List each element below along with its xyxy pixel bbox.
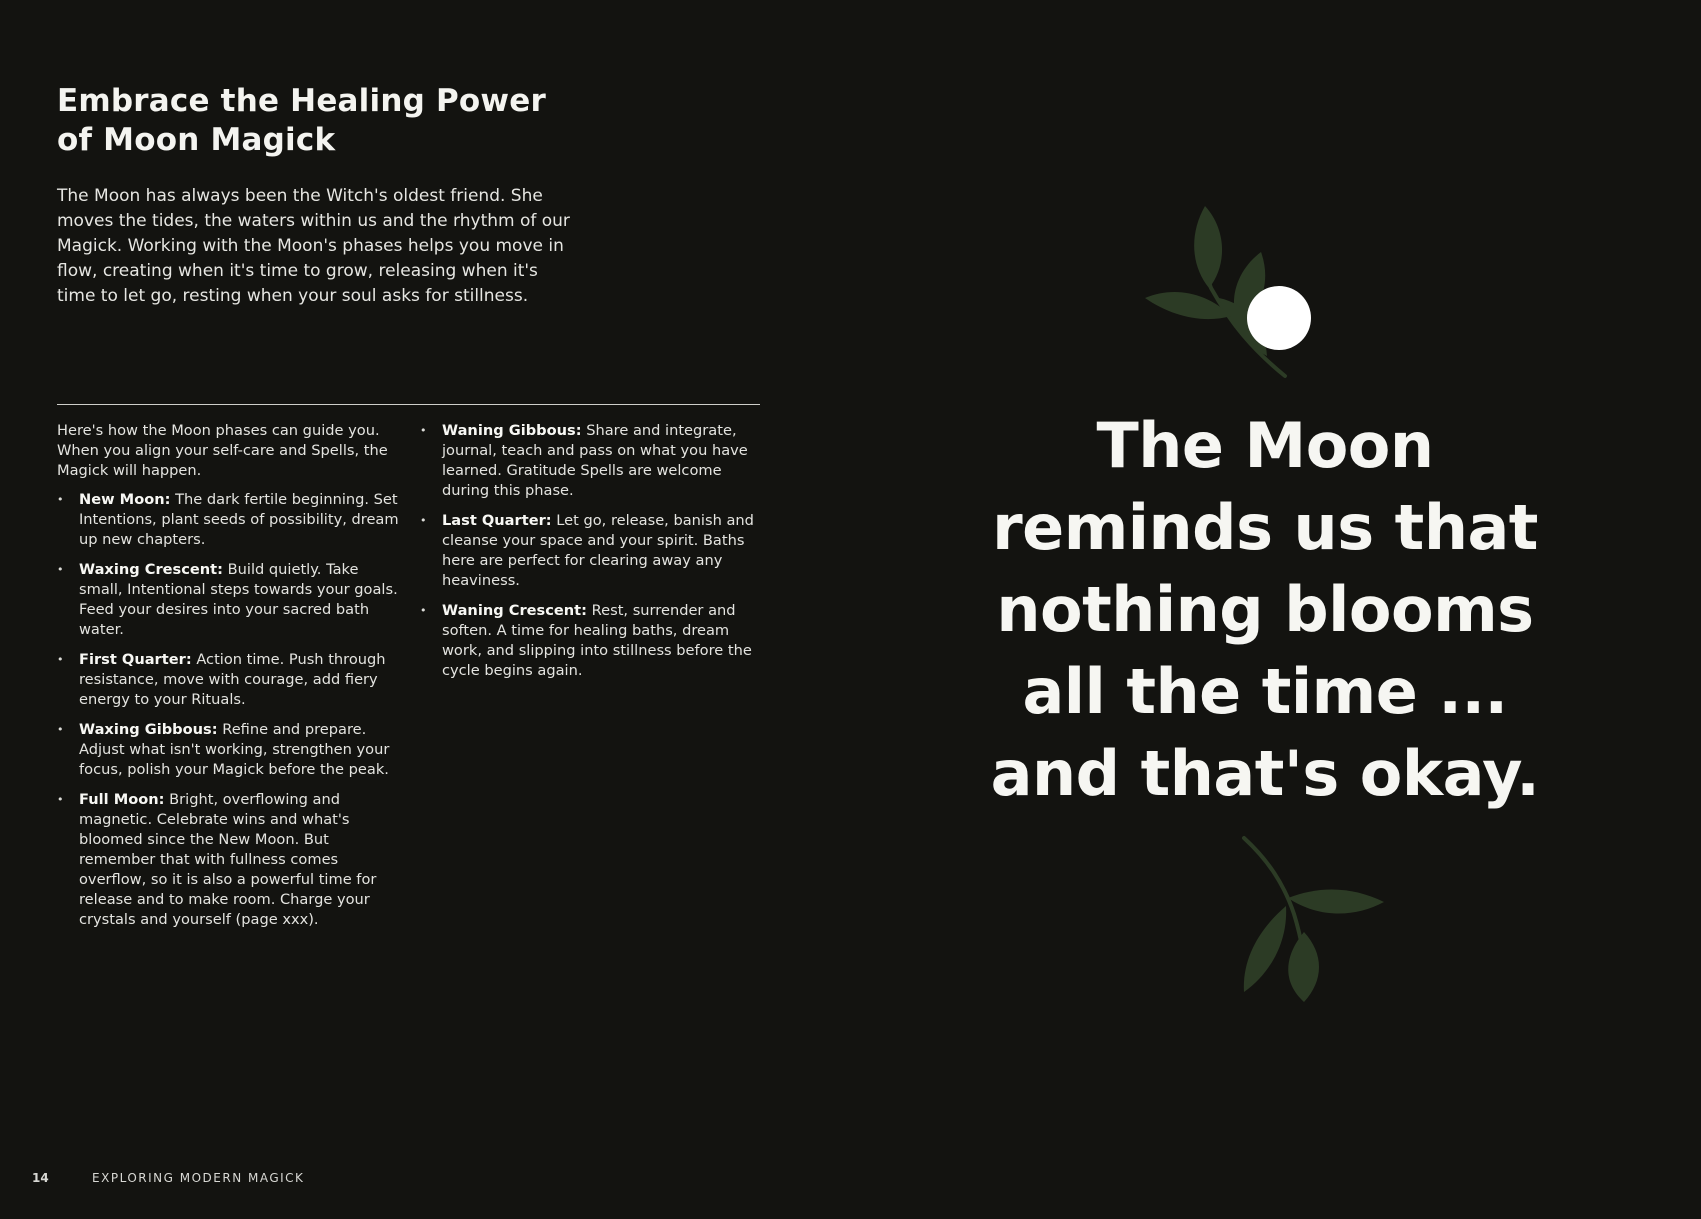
phase-name: New Moon: [79,491,171,508]
right-page [850,0,1701,1219]
phase-list-left [57,490,402,930]
phase-name: Waning Crescent: [442,602,587,619]
leaf-sprig-icon [1238,832,1388,1002]
phase-item-full-moon [57,790,402,930]
phases-column-right [420,421,765,691]
phase-name: First Quarter: [79,651,192,668]
bullet-icon: • [57,563,64,576]
phase-text: Rest, surrender and soften. A time for healing baths, dream work, and slipping into stillness before the cycle begins again. [442,602,752,679]
leaf-shape [1145,292,1231,319]
phase-name: Full Moon: [79,791,165,808]
phase-item-waxing-crescent [57,560,402,640]
leaf-shape [1288,889,1384,913]
phase-item-waning-gibbous [420,421,765,501]
divider-rule [57,404,760,405]
quote-line-5: and that's okay. [990,737,1540,810]
bullet-icon: • [57,723,64,736]
intro-paragraph: The Moon has always been the Witch's oldest friend. She moves the tides, the waters within us and the rhythm of our Magick. Working with the Moon's phases helps you move in flow, creating when it's time to grow, releasing when it's time to let go, resting when your soul asks for stillness. [57,186,570,306]
pull-quote [950,405,1580,815]
phase-text: Let go, release, banish and cleanse your space and your spirit. Baths here are perfect for clearing away any heaviness. [442,512,754,589]
quote-line-3: nothing blooms [996,573,1534,646]
phase-item-new-moon [57,490,402,550]
quote-line-4: all the time ... [1022,655,1508,728]
bullet-icon: • [420,424,427,437]
page-number: 14 [32,1171,49,1185]
phase-text: The dark fertile beginning. Set Intentions, plant seeds of possibility, dream up new chapters. [79,491,399,548]
phase-name: Last Quarter: [442,512,552,529]
phase-name: Waning Gibbous: [442,422,582,439]
page-footer [32,1171,304,1185]
heading-line-2: of Moon Magick [57,122,336,158]
phases-column-left [57,421,402,940]
leaf-sprig-with-moon-icon [1135,200,1325,380]
bullet-icon: • [57,653,64,666]
phase-item-first-quarter [57,650,402,710]
bullet-icon: • [57,793,64,806]
phase-item-waxing-gibbous [57,720,402,780]
leaf-shape [1244,906,1286,992]
phase-text: Build quietly. Take small, Intentional steps towards your goals. Feed your desires into your sacred bath water. [79,561,398,638]
phase-item-last-quarter [420,511,765,591]
phase-item-waning-crescent [420,601,765,681]
heading-line-1: Embrace the Healing Power [57,83,546,119]
phase-name: Waxing Gibbous: [79,721,218,738]
bullet-icon: • [57,493,64,506]
phase-text: Bright, overflowing and magnetic. Celebrate wins and what's bloomed since the New Moon. But remember that with fullness comes overflow, so it is also a powerful time for release and to make room. Charge your crystals and yourself (page xxx). [79,791,377,928]
bullet-icon: • [420,604,427,617]
phase-text: Share and integrate, journal, teach and pass on what you have learned. Gratitude Spells are welcome during this phase. [442,422,748,499]
quote-line-2: reminds us that [992,491,1538,564]
running-title: EXPLORING MODERN MAGICK [92,1171,305,1185]
left-page [0,0,850,1219]
guide-intro: Here's how the Moon phases can guide you. When you align your self-care and Spells, the Magick will happen. [57,422,388,479]
phase-text: Action time. Push through resistance, move with courage, add fiery energy to your Rituals. [79,651,386,708]
moon-circle [1247,286,1311,350]
leaf-shape [1194,206,1222,288]
phase-list-right [420,421,765,681]
leaf-shape [1288,932,1319,1002]
phase-name: Waxing Crescent: [79,561,223,578]
phase-text: Refine and prepare. Adjust what isn't working, strengthen your focus, polish your Magick before the peak. [79,721,390,778]
bullet-icon: • [420,514,427,527]
quote-line-1: The Moon [1096,409,1434,482]
page-heading [57,82,617,160]
